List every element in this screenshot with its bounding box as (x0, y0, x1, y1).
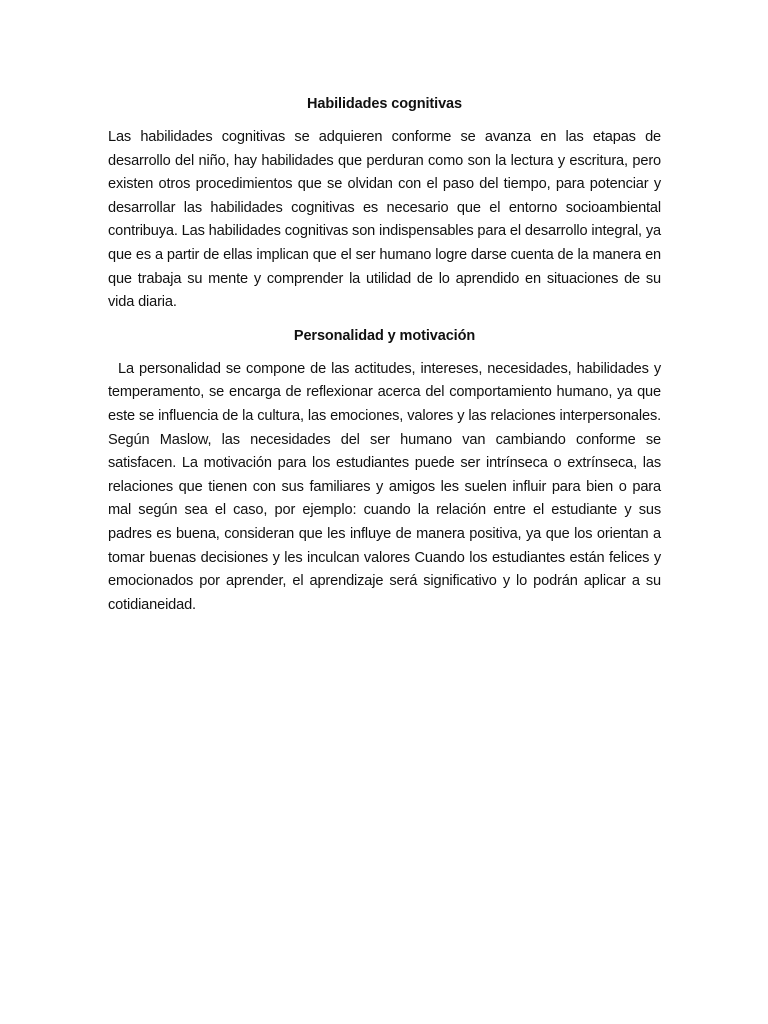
paragraph-habilidades-cognitivas: Las habilidades cognitivas se adquieren conforme se avanza en las etapas de desarrollo del niño, hay habilidades que perduran como son la lectura y escritura, pero existen otros procedimientos que se olvidan con el paso del tiempo, para potenciar y desarrollar las habilidades cognitivas es necesario que el entorno socioambiental contribuya. Las habilidades cognitivas son indispensables para el desarrollo integral, ya que es a partir de ellas implican que el ser humano logre darse cuenta de la manera en que trabaja su mente y comprender la utilidad de lo aprendido en situaciones de su vida diaria. (108, 129, 661, 311)
paragraph-personalidad-motivacion: La personalidad se compone de las actitudes, intereses, necesidades, habilidades y temperamento, se encarga de reflexionar acerca del comportamiento humano, ya que este se influencia de la cultura, las emociones, valores y las relaciones interpersonales. Según Maslow, las necesidades del ser humano van cambiando conforme se satisfacen. La motivación para los estudiantes puede ser intrínseca o extrínseca, las relaciones que tienen con sus familiares y amigos les suelen influir para bien o para mal según sea el caso, por ejemplo: cuando la relación entre el estudiante y sus padres es buena, consideran que les influye de manera positiva, ya que los orientan a tomar buenas decisiones y les inculcan valores Cuando los estudiantes están felices y emocionados por aprender, el aprendizaje será significativo y lo podrán aplicar a su cotidianeidad. (108, 360, 661, 613)
document-body (108, 94, 661, 617)
section-heading-personalidad-motivacion: Personalidad y motivación (293, 327, 476, 344)
section-heading-habilidades-cognitivas: Habilidades cognitivas (307, 96, 462, 112)
